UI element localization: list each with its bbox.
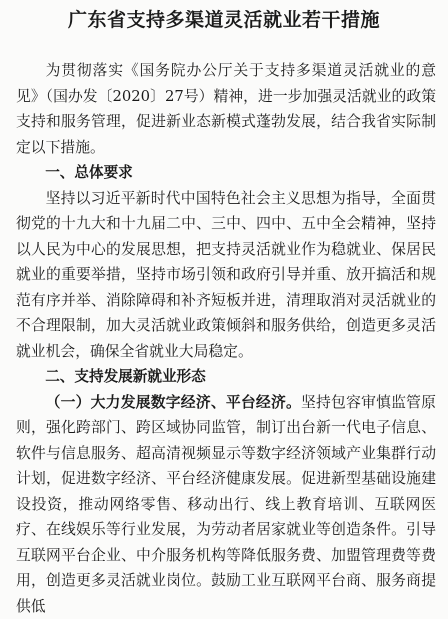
subsection-1-title: （一）大力发展数字经济、平台经济。 [46,394,301,411]
document-body [16,58,436,619]
intro-paragraph: 为贯彻落实《国务院办公厅关于支持多渠道灵活就业的意见》（国办发〔2020〕27号）精神，进一步加强灵活就业的政策支持和服务管理，促进新业态新模式蓬勃发展，结合我省实际制定以下措施。 [16,58,436,160]
section-1-paragraph: 坚持以习近平新时代中国特色社会主义思想为指导，全面贯彻党的十九大和十九届二中、三中、四中、五中全会精神，坚持以人民为中心的发展思想，把支持灵活就业作为稳就业、保居民就业的重要举措，坚持市场引领和政府引导并重、放开搞活和规范有序并举、消除障碍和补齐短板并进，清理取消对灵活就业的不合理限制，加大灵活就业政策倾斜和服务供给，创造更多灵活就业机会，确保全省就业大局稳定。 [16,186,436,365]
document-title: 广东省支持多渠道灵活就业若干措施 [0,8,448,32]
section-2-heading: 二、支持发展新就业形态 [16,364,436,390]
section-1-heading: 一、总体要求 [16,160,436,186]
section-2-paragraph-1 [16,390,436,619]
subsection-1-text: 坚持包容审慎监管原则，强化跨部门、跨区域协同监管，制订出台新一代电子信息、软件与信息服务、超高清视频显示等数字经济领域产业集群行动计划，促进数字经济、平台经济健康发展。促进新型基础设施建设投资，推动网络零售、移动出行、线上教育培训、互联网医疗、在线娱乐等行业发展，为劳动者居家就业等创造条件。引导互联网平台企业、中介服务机构等降低服务费、加盟管理费等费用，创造更多灵活就业岗位。鼓励工业互联网平台商、服务商提供低 [16,394,436,615]
